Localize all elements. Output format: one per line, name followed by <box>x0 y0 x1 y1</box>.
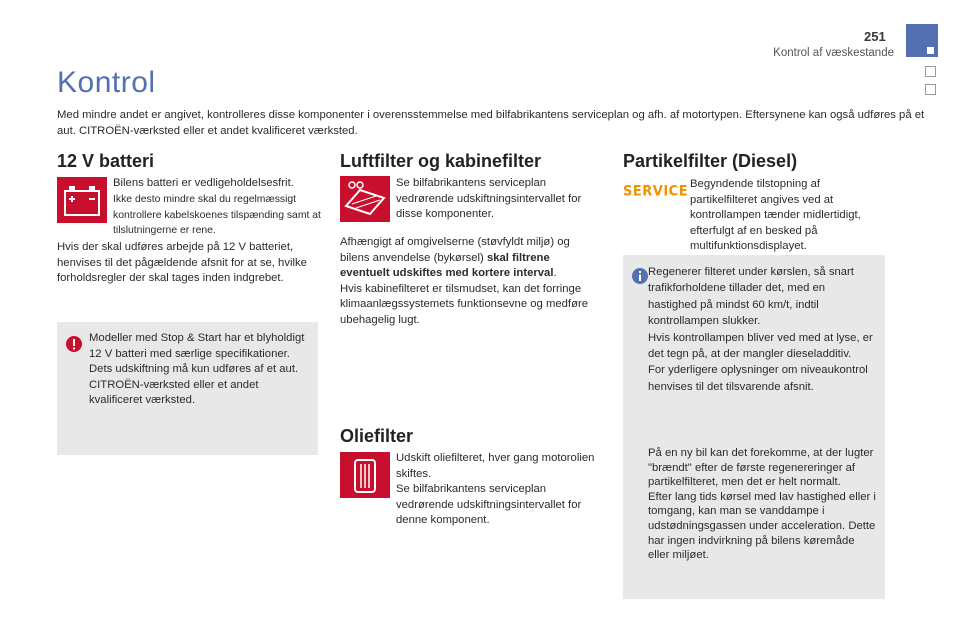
particle-filter-info-text-2: På en ny bil kan det forekomme, at der lugter "brændt" efter de første regenereringer af partikelfilteret, men det er helt normalt. Efter lang tids kørsel med lav hastighed eller i tomgang, kan man se vanddampe i udstødningsgassen under acceleration. Dette har ingen indvirkning på bilens køremåde eller miljøet. <box>648 447 876 562</box>
oil-filter-title: Oliefilter <box>340 426 414 446</box>
battery-icon-text: Bilens batteri er vedligeholdelsesfrit. <box>113 177 294 189</box>
chapter-tab-outline <box>925 84 936 95</box>
chapter-tab-outline <box>925 66 936 77</box>
air-filter-body <box>340 235 602 328</box>
battery-title: 12 V batteri <box>57 151 155 171</box>
battery-icon <box>57 177 107 223</box>
particle-filter-title: Partikelfilter (Diesel) <box>623 151 798 171</box>
particle-filter-info-text: Regenerer filteret under kørslen, så snart trafikforholdene tillader det, med en hastighed på mindst 60 km/t, indtil kontrollampen slukker. Hvis kontrollampen bliver ved med at lyse, er det tegn på, at der mangler dieseladditiv. For yderligere oplysninger om niveaukontrol henvises til det tilsvarende afsnit. <box>648 266 873 393</box>
service-warning-icon <box>623 177 689 207</box>
oil-filter-icon <box>340 452 390 498</box>
page-number: 251 <box>864 29 886 44</box>
info-icon <box>632 268 648 284</box>
page-title: Kontrol <box>57 66 156 99</box>
battery-warning-text: Modeller med Stop & Start har et blyholdigt 12 V batteri med særlige specifikationer. Dets udskiftning må kun udføres af et aut. CITROËN-værksted eller et andet kvalificeret værksted. <box>89 332 305 406</box>
warning-icon <box>66 336 82 352</box>
battery-body: Hvis der skal udføres arbejde på 12 V batteriet, henvises til det pågældende afsnit for at se, hvilke forholdsregler der skal tages inden indgrebet. <box>57 241 307 284</box>
air-filter-title: Luftfilter og kabinefilter <box>340 151 542 171</box>
air-filter-icon-text: Se bilfabrikantens serviceplan vedrørende udskiftningsintervallet for disse komponenter. <box>396 177 582 220</box>
air-filter-body-pre: Afhængigt af omgivelserne (støvfyldt miljø) og bilens anvendelse (bykørsel) <box>340 236 570 264</box>
chapter-tab-dot <box>927 47 934 54</box>
air-filter-body-bold: skal filtrene eventuelt udskiftes med kortere interval <box>340 251 554 279</box>
running-head: Kontrol af væskestande <box>773 47 894 59</box>
service-label: SERVICE <box>623 183 689 201</box>
battery-warning-box <box>57 322 318 455</box>
particle-filter-icon-text: Begyndende tilstopning af partikelfilteret angives ved at kontrollampen tænder midlertidigt, efterfulgt af en besked på multifunktionsdisplayet. <box>690 178 861 252</box>
intro-text: Med mindre andet er angivet, kontrolleres disse komponenter i overensstemmelse med bilfabrikantens serviceplan og afh. af motortypen. Eftersynene kan også udføres på et aut. CITROËN-værksted eller et andet kvalificeret værksted. <box>57 109 925 137</box>
battery-icon-text-small: Ikke desto mindre skal du regelmæssigt kontrollere kabelskoenes tilspænding samt at tilslutningerne er rene. <box>113 194 321 236</box>
air-filter-body-post: . Hvis kabinefilteret er tilsmudset, kan det forringe klimaanlægssystemets funktionsevne og medføre ubehagelig lugt. <box>340 267 589 326</box>
particle-filter-info-box <box>623 255 885 599</box>
air-filter-icon <box>340 176 390 222</box>
oil-filter-icon-text: Udskift oliefilteret, hver gang motorolien skiftes. Se bilfabrikantens serviceplan vedrørende udskiftningsintervallet for denne komponent. <box>396 452 595 526</box>
